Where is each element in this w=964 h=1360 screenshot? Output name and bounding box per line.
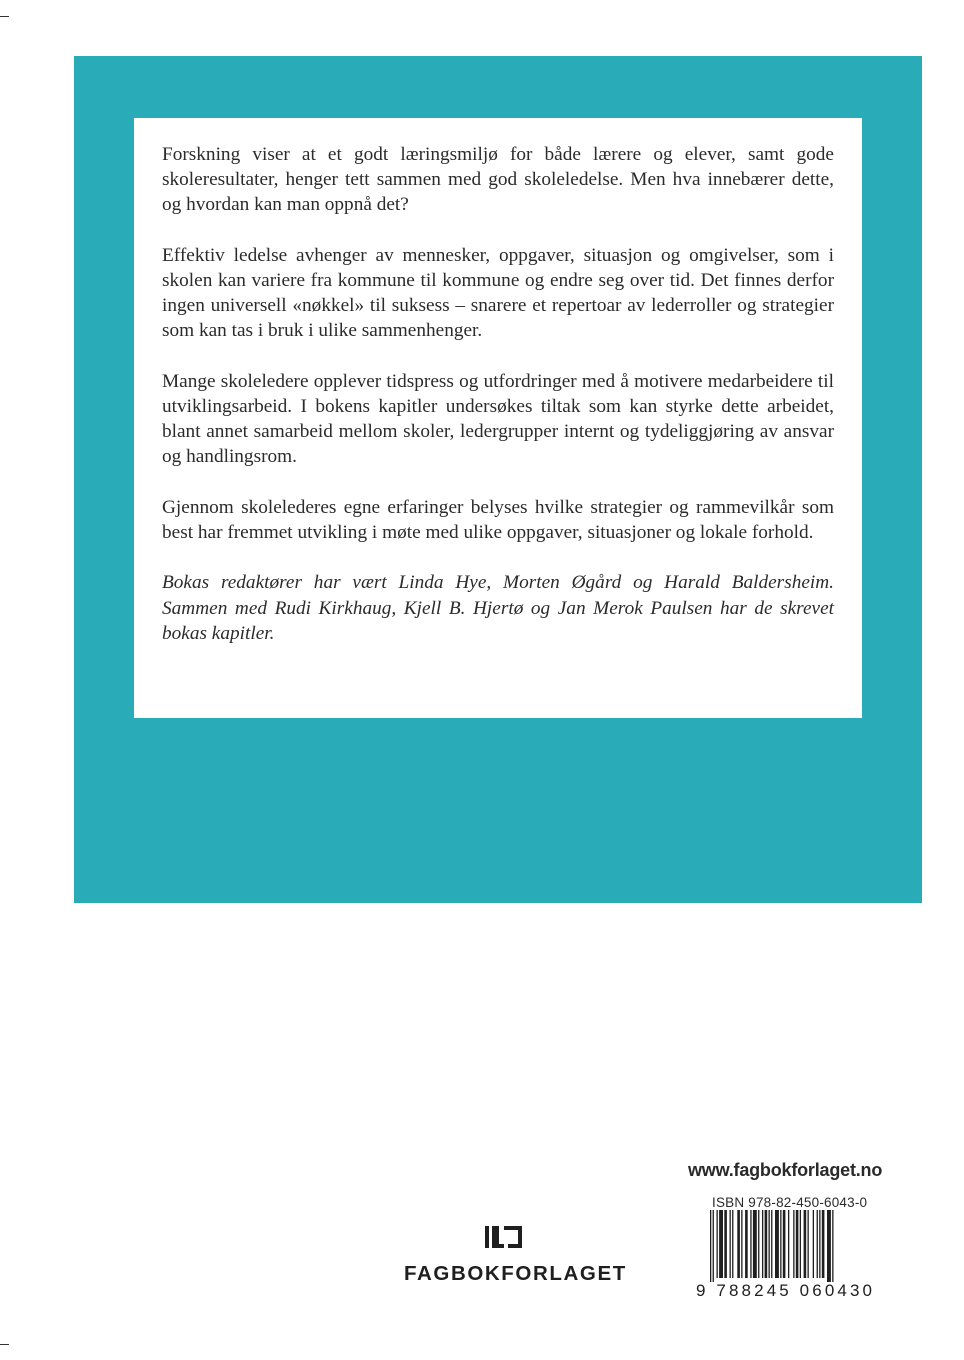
barcode-bar xyxy=(753,1210,757,1278)
editors-paragraph: Bokas redaktører har vært Linda Hye, Morten Øgård og Harald Baldersheim. Sammen med Rudi Kirkhaug, Kjell B. Hjertø og Jan Merok Paulsen har de skrevet bokas kapitler. xyxy=(162,572,834,644)
crop-mark-top xyxy=(0,16,9,17)
publisher-logo-text: FAGBOKFORLAGET xyxy=(404,1262,627,1285)
barcode-bar xyxy=(717,1210,718,1278)
barcode-bar xyxy=(730,1210,731,1278)
barcode-bar xyxy=(769,1210,770,1278)
barcode-bar xyxy=(750,1210,751,1278)
barcode-bar xyxy=(822,1210,825,1278)
barcode-bar xyxy=(832,1210,833,1282)
barcode-bar xyxy=(788,1210,789,1278)
crop-mark-bottom xyxy=(0,1344,9,1345)
blurb-paragraph-1: Forskning viser at et godt læringsmiljø for både lærere og elever, samt gode skoleresultater, henger tett sammen med god skoleledelse. Men hva innebærer dette, og hvordan kan man oppnå det? xyxy=(162,144,834,216)
barcode-bar xyxy=(819,1210,820,1278)
blurb-paragraph-2: Effektiv ledelse avhenger av mennesker, oppgaver, situasjon og omgivelser, som i skolen kan variere fra kommune til kommune og endre seg over tid. Det finnes derfor ingen universell «nøkkel» til suksess – snarere et repertoar av lederroller og strategier som kan tas i bruk i ulike sammenhenger. xyxy=(162,244,834,342)
barcode-bar xyxy=(771,1210,772,1278)
barcode-bar xyxy=(793,1210,794,1278)
barcode-bar xyxy=(732,1210,733,1278)
barcode-bar xyxy=(745,1210,748,1278)
barcode-bar xyxy=(762,1210,763,1278)
barcode xyxy=(696,1210,874,1298)
barcode-number: 9 788245 060430 xyxy=(696,1281,872,1298)
barcode-bar xyxy=(713,1210,714,1282)
barcode-bar xyxy=(813,1210,814,1278)
barcode-bar xyxy=(741,1210,742,1278)
barcode-bar xyxy=(796,1210,799,1278)
barcode-bar xyxy=(719,1210,723,1278)
barcode-bar xyxy=(758,1210,759,1278)
barcode-bar xyxy=(783,1210,786,1278)
book-logo-icon xyxy=(483,1222,525,1252)
barcode-bar xyxy=(737,1210,740,1278)
barcode-bar xyxy=(780,1210,781,1278)
publisher-website[interactable]: www.fagbokforlaget.no xyxy=(688,1160,883,1180)
barcode-bar xyxy=(710,1210,711,1282)
isbn-label: ISBN 978-82-450-6043-0 xyxy=(712,1195,868,1210)
barcode-bar xyxy=(827,1210,831,1282)
barcode-bar xyxy=(765,1210,768,1278)
barcode-bar xyxy=(724,1210,727,1278)
blurb-paragraph-3: Mange skoleledere opplever tidspress og utfordringer med å motivere medarbeidere til utviklingsarbeid. I bokens kapitler undersøkes tiltak som kan styrke dette arbeidet, blant annet samarbeid mellom skoler, ledergrupper internt og tydeliggjøring av ansvar og handlingsrom. xyxy=(162,370,834,468)
barcode-bar xyxy=(775,1210,779,1278)
barcode-bar xyxy=(817,1210,818,1278)
barcode-bar xyxy=(808,1210,809,1278)
barcode-bar xyxy=(800,1210,801,1278)
blurb-paragraph-4: Gjennom skolelederes egne erfaringer belyses hvilke strategier og rammevilkår som best har fremmet utvikling i møte med ulike oppgaver, situasjoner og lokale forhold. xyxy=(162,496,834,543)
barcode-bar xyxy=(804,1210,807,1278)
barcode-bars xyxy=(710,1210,834,1282)
blurb-text xyxy=(162,142,834,646)
